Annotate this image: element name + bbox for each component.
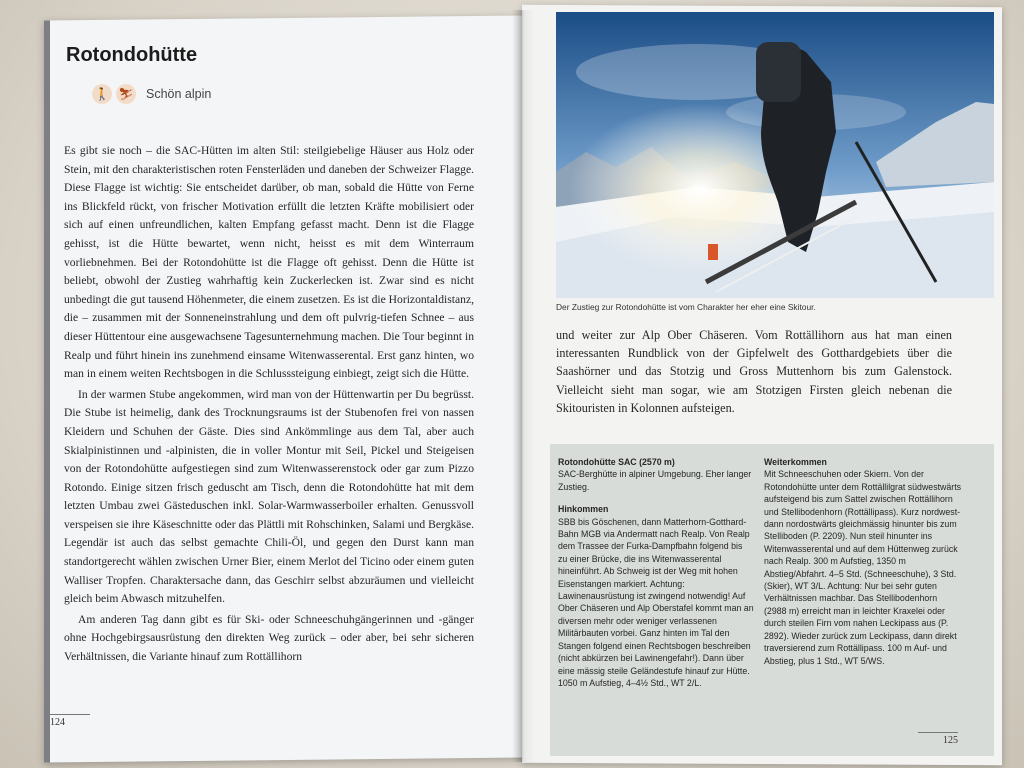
paragraph: Es gibt sie noch – die SAC-Hütten im alten Stil: steilgiebelige Häuser aus Holz oder Stein, mit den charakteristischen roten Fensterläden und daneben der Schweizer Flagge. Diese Flagge ist wichtig: Sie entscheidet darüber, ob man, sobald die Hütte von Ferne ins Blickfeld rückt, von frischer Motivation erfüllt die letzten Kräfte mobilisiert oder sich auf einen unfreundlichen, kalten Empfang gefasst macht. Denn ist die Flagge gehisst, ist die Hütte bewartet, wenn nicht, heisst es mit dem Winterraum vorliebnehmen. Bei der Rotondohütte ist die Flagge oft gehisst. Denn die Hütte ist beliebt, obwohl der Zustieg wahrhaftig kein Zuckerlecken ist. Zwar sind es nicht unbedingt die gut tausend Höhenmeter, die einem zusetzen. Es ist die Horizontaldistanz, die – zusammen mit der Sonneneinstrahlung und dem oft pulvrig-tiefen Schnee – aus dieser Hüttentour eine ausgewachsene Tagesunternehmung machen. Die Tour beginnt in Realp und führt hinein ins zunehmend einsame Witenwasserental. Erst ganz hinten, wo man in einem weiten Rechtsbogen in die Schlusssteigung einbiegt, zeigt sich die Hütte. (64, 144, 474, 381)
weiterkommen-heading: Weiterkommen (764, 457, 827, 467)
ski-tour-photo (556, 12, 994, 298)
hut-title: Rotondohütte SAC (2570 m) (558, 457, 675, 467)
photo-caption: Der Zustieg zur Rotondohütte ist vom Charakter her eher eine Skitour. (556, 302, 816, 312)
weiterkommen-text: Mit Schneeschuhen oder Skiern. Von der Rotondohütte unter dem Rottällilgrat südwestwärts aufsteigend bis zum Sattel zwischen Rottällihorn und Stellibodenhorn (Rottällipass). Kurz nordwest- dann nordostwärts gleichmässig hinunter bis zum Stelliboden (P. 2209). Nun steil hinunter ins Witenwasserental und auf dem Hüttenweg zurück nach Realp. 300 m Aufstieg, 1350 m Abstieg/Abfahrt. 4–5 Std. (Schneeschuhe), 3 Std. (Skier), WT 3/L. Achtung: Nur bei sehr guten Verhältnissen machbar. Das Stellibodenhorn (2988 m) erreicht man in leichter Kraxelei oder durch steilen Firn vom nahen Leckipass aus (P. 2892). Wieder zurück zum Leckipass, dann direkt traversierend zum Rottällipass. 100 m Auf- und Abstieg, plus 1 Std., WT 5/WS. (764, 469, 962, 666)
page-number: 124 (50, 714, 90, 728)
hiker-icon: 🚶 (92, 84, 112, 104)
photo-illustration (556, 12, 994, 298)
hinkommen-heading: Hinkommen (558, 504, 609, 515)
page-title: Rotondohütte (66, 44, 198, 66)
paragraph: In der warmen Stube angekommen, wird man von der Hüttenwartin per Du begrüsst. Die Stube ist heimelig, dank des Trocknungsraums ist der Stubenofen frei von nassen Kleidern und Schuhen der Gäste. Dies sind Ankömmlinge aus dem Tal, aber auch Skialpinistinnen und -alpinisten, die in voller Montur mit Seil, Pickel und Steigeisen von der Rotondohütte aufgestiegen sind zum Witenwasserenstock oder gar zum Pizzo Rotondo. Einige sitzen frisch geduscht am Tisch, denn die Rotondohütte hat mit dem letzten Umbau zwei Gästeduschen inkl. Solar-Warmwasserboiler erhalten. Genussvoll verspeisen sie ihre Käseschnitte oder das Plättli mit Rohschinken, Salami und Bergkäse. Legendär ist auch das selbst gemachte Chili-Öl, und gegen den Durst kann man standortgerecht wählen zwischen Urner Bier, einem Merlot del Ticino oder einem guten Walliser Tropfen. Charaktersache dann, das Geschirr selbst abzuräumen und vielleicht gleich beim Abwasch mitzuhelfen. (64, 387, 474, 606)
left-body-text (64, 142, 474, 667)
right-body-text: und weiter zur Alp Ober Chäseren. Vom Rottällihorn aus hat man einen interessanten Rundblick von der Gipfelwelt des Gotthardgebiets über die Saashörner und das Stotzig und Gross Muttenhorn bis zum Galenstock. Vielleicht sieht man sogar, wie am Stotzigen Firsten gleich nebenan die Skitouristen in Kolonnen aufsteigen. (556, 328, 952, 415)
info-column-left (558, 456, 754, 689)
hut-description: SAC-Berghütte in alpiner Umgebung. Eher langer Zustieg. (558, 469, 752, 492)
activity-tags (92, 84, 211, 104)
difficulty-label: Schön alpin (146, 87, 212, 101)
snowshoe-icon: ⛷ (116, 84, 136, 104)
page-number: 125 (918, 732, 958, 746)
hinkommen-text: SBB bis Göschenen, dann Matterhorn-Gotthard-Bahn MGB via Andermatt nach Realp. Von Realp dem Trassee der Furka-Dampfbahn folgend bis zu einer Brücke, die ins Witenwasserental hineinführt. Ab Schweig ist der Weg mit hohen Eisenstangen markiert. Achtung: Lawinenausrüstung ist zwingend notwendig! Auf Ober Chäseren und Alp Oberstafel kommt man an diversen mehr oder weniger verlassenen Militärbauten vorbei. Ganz hinten im Tal den Stangen folgend einen Rechtsbogen beschreiben (nicht abkürzen bei Lawinengefahr!). Dann über eine mässig steile Geländestufe hinauf zur Hütte. 1050 m Aufstieg, 4–4½ Std., WT 2/L. (558, 516, 754, 688)
info-column-right (764, 456, 962, 667)
info-box (550, 444, 994, 756)
book-gutter (512, 10, 534, 762)
paragraph: Am anderen Tag dann gibt es für Ski- oder Schneeschuhgängerinnen und -gänger ohne Hochgebirgsausrüstung den direkten Weg zurück – oder aber, bei sehr sicheren Verhältnissen, die Variante hinauf zum Rottällihorn (64, 612, 474, 664)
